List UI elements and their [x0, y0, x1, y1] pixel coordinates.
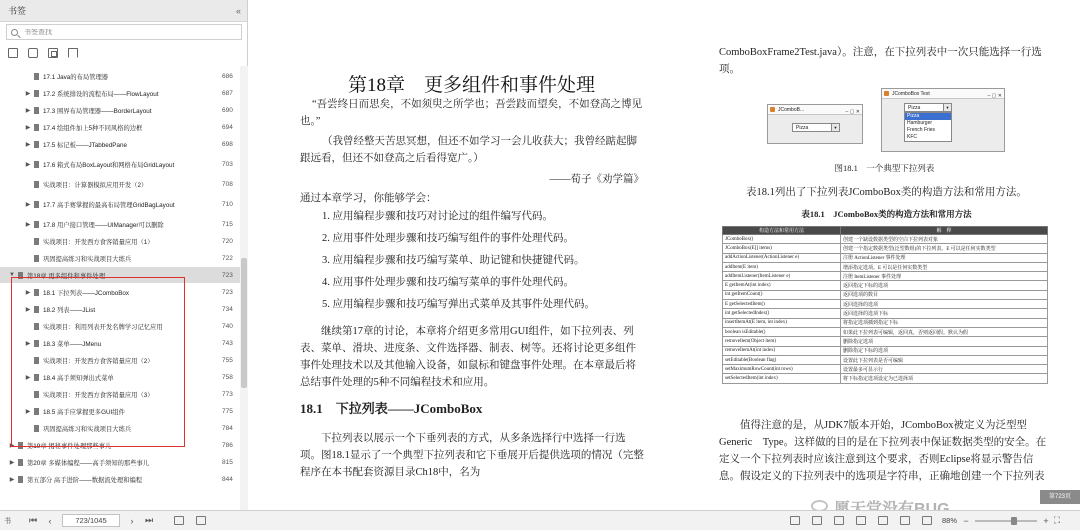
table-row [723, 244, 1048, 253]
toc-item-page: 775 [222, 407, 233, 415]
method-cell: insertItemAt(E item, int index) [723, 318, 841, 327]
sidebar-title: 书签 [8, 6, 27, 16]
toc-item-label: 18.3 菜单——JMenu [43, 340, 102, 348]
bookmark-icon [34, 90, 39, 97]
combobox-dropdown-list [904, 112, 952, 142]
toc-item-label: 巩固提高练习和实战项目大练兵 [43, 255, 132, 263]
goal-item: 4. 应用事件处理步骤和技巧编写菜单的事件处理代码。 [322, 277, 574, 288]
fit-page-icon[interactable] [922, 516, 932, 525]
chevron-right-icon[interactable]: ▶ [25, 306, 31, 313]
method-cell: addItemListener(ItemListener e) [723, 272, 841, 281]
bookmark-icon [34, 425, 39, 432]
method-cell: JComboBox(E[] items) [723, 244, 841, 253]
table-row [723, 327, 1048, 336]
toc-item-label: 巩固提高练习和实战项目大练兵 [43, 425, 132, 433]
method-cell: JComboBox() [723, 235, 841, 244]
chevron-right-icon[interactable]: ▶ [25, 107, 31, 114]
goal-item: 5. 应用编程步骤和技巧编写弹出式菜单及其事件处理代码。 [322, 299, 595, 310]
toc-item-page: 734 [222, 305, 233, 313]
table-header: 解 释 [841, 227, 1048, 235]
toc-item-label: 实战项目：开发西方食客销量应用（3） [43, 391, 154, 399]
figure-caption: 图18.1 一个典型下拉列表 [834, 163, 935, 173]
zoom-slider[interactable] [975, 520, 1037, 522]
toc-item-page: 720 [222, 237, 233, 245]
add-page-icon[interactable] [174, 516, 184, 525]
bookmark-icon [34, 181, 39, 188]
status-left-label: 书 [4, 517, 11, 525]
window-title: JComboB... [778, 107, 805, 113]
quote-text: “吾尝终日而思矣，不如须臾之所学也；吾尝跂而望矣，不如登高之博见也。” [300, 99, 643, 127]
method-cell: addItem(E item) [723, 262, 841, 271]
note-paragraph: 值得注意的是，从JDK7版本开始，JComboBox被定义为泛型型Generic Type。这样做的目的是在下拉列表中保证数据类型的安全。在定义一个下拉列表时应该注意到这个要求，否则Eclipse将显示警告信息。假设定义的下拉列表中的选项是字符串，正确地创建一个下拉列表 [719, 420, 1047, 482]
toc-item-label: 实战项目：开发西方食客销量应用（2） [43, 357, 154, 365]
goals-list [322, 208, 595, 318]
bookmark-icon [34, 357, 39, 364]
chevron-right-icon[interactable]: ▶ [25, 161, 31, 168]
description-cell: 返回选项的数目 [841, 290, 1048, 299]
right-page [689, 0, 1080, 510]
table-row [723, 318, 1048, 327]
description-cell: 注册 ActionListener 事件处理 [841, 253, 1048, 262]
bookmark-search[interactable] [6, 24, 242, 40]
toc-item-label: 18.5 高手应掌握更多GUI组件 [43, 408, 125, 416]
table-row [723, 337, 1048, 346]
toc-item-label: 第五部分 高手进阶——数据流处理和编程 [27, 476, 143, 484]
toc-item-label: 17.7 高手赛掌握的最高布局管理GridBagLayout [43, 201, 175, 209]
toc-item-label: 18.1 下拉列表——JComboBox [43, 289, 130, 297]
chevron-right-icon[interactable]: ▶ [9, 476, 15, 483]
next-page-icon[interactable]: › [130, 515, 134, 526]
chevron-right-icon[interactable]: ▶ [25, 340, 31, 347]
method-cell: E getSelectedItem() [723, 300, 841, 309]
window-title: JComboBox Test [892, 91, 930, 97]
description-cell: 注册 ItemListener 事件处理 [841, 272, 1048, 281]
description-cell: 设置最多可显示行 [841, 365, 1048, 374]
toc-item-page: 758 [222, 373, 233, 381]
chevron-down-icon: ▼ [943, 104, 951, 111]
bookmark-icon [34, 238, 39, 245]
toc-item-label: 17.8 用户接口管理——UIManager可以删除 [43, 221, 164, 229]
toc-item[interactable] [0, 193, 240, 215]
chevron-right-icon[interactable]: ▶ [9, 442, 15, 449]
bookmark-icon [34, 340, 39, 347]
bookmark-tree [0, 66, 240, 510]
goal-item: 3. 应用编程步骤和技巧编写菜单、助记键和快捷键代码。 [322, 255, 585, 266]
toc-item[interactable] [0, 369, 240, 385]
bookmark-sidebar [0, 0, 248, 510]
zoom-in-icon[interactable]: + [1043, 515, 1049, 526]
chevron-right-icon[interactable]: ▶ [25, 201, 31, 208]
add-bookmark-icon[interactable] [48, 48, 58, 58]
chapter-intro-paragraph: 继续第17章的讨论，本章将介绍更多常用GUI组件，如下拉列表、列表、菜单、滑块、进度条、文件选择器、制表、树等。还将讨论更多组件事件处理技术以及其他输入设备，如鼠标和键盘事件处理。在本章最后将总结事件处理的5种不同编程技术和应用。 [300, 326, 636, 388]
toc-item-label: 17.4 绘组件加上5种不同风格的边框 [43, 124, 143, 132]
play-icon[interactable] [878, 516, 888, 525]
bookmark-icon [34, 124, 39, 131]
bookmark-icon [34, 289, 39, 296]
toc-item-label: 18.4 高手须知弹出式菜单 [43, 374, 114, 382]
combobox-window-collapsed [767, 104, 863, 144]
toc-item-label: 实战项目：开发西方食客销量应用（1） [43, 238, 154, 246]
toc-item[interactable] [0, 176, 240, 192]
toc-item-page: 694 [222, 123, 233, 131]
toc-item-page: 743 [222, 339, 233, 347]
dropdown-option: Pizza [905, 113, 951, 120]
method-cell: setEditable(Boolean flag) [723, 355, 841, 364]
chevron-down-icon: ▼ [831, 124, 839, 131]
table-row [723, 253, 1048, 262]
toc-item-page: 710 [222, 200, 233, 208]
toc-item[interactable] [0, 420, 240, 436]
toc-item[interactable] [0, 454, 240, 470]
description-cell: 将指定选项插到指定下标 [841, 318, 1048, 327]
toc-item[interactable] [0, 85, 240, 101]
toc-item-page: 690 [222, 106, 233, 114]
toc-item-page: 686 [222, 72, 233, 80]
toc-item[interactable] [0, 437, 240, 453]
section-title: 18.1 下拉列表——JComboBox [300, 401, 483, 416]
expand-all-icon[interactable] [8, 48, 18, 58]
toc-item[interactable] [0, 284, 240, 300]
export-icon[interactable] [196, 516, 206, 525]
toc-item-page: 708 [222, 180, 233, 188]
toc-item-page: 740 [222, 322, 233, 330]
left-page [249, 0, 689, 510]
toc-item[interactable] [0, 250, 240, 266]
method-cell: removeItemAt(int index) [723, 346, 841, 355]
table-row [723, 365, 1048, 374]
bookmark-icon [34, 107, 39, 114]
bookmark-icon[interactable] [68, 48, 78, 58]
fullscreen-icon[interactable]: ⛶ [1053, 515, 1061, 525]
chevron-right-icon[interactable]: ▶ [25, 90, 31, 97]
description-cell: 删除指定选项 [841, 337, 1048, 346]
collapse-sidebar-icon[interactable]: « [235, 5, 241, 16]
bookmark-icon [34, 221, 39, 228]
toc-item-page: 703 [222, 160, 233, 168]
chevron-right-icon[interactable]: ▶ [25, 374, 31, 381]
description-cell: 增添指定选项。E 可以是任何实数类型 [841, 262, 1048, 271]
bookmark-icon [34, 255, 39, 262]
collapse-all-icon[interactable] [28, 48, 38, 58]
toc-item[interactable] [0, 335, 240, 351]
figure-combobox [767, 88, 1002, 158]
toc-item-label: 17.2 系统排设的流程布局——FlowLayout [43, 90, 159, 98]
method-cell: removeItem(Object item) [723, 337, 841, 346]
method-cell: int getItemCount() [723, 290, 841, 299]
description-cell: 返回选择的选项下标 [841, 309, 1048, 318]
combobox-collapsed [792, 123, 840, 132]
toc-item[interactable] [0, 301, 240, 317]
table-row [723, 290, 1048, 299]
window-buttons: – ▢ ✕ [987, 93, 1002, 99]
combobox-value: Pizza [796, 125, 809, 131]
toc-item[interactable] [0, 403, 240, 419]
bookmark-icon [34, 323, 39, 330]
method-cell: setSelectedItem(int index) [723, 374, 841, 383]
toc-item-label: 17.5 标记板——JTabbedPane [43, 141, 128, 149]
description-cell: 返回指定下标的选项 [841, 281, 1048, 290]
description-cell: 设置此下拉列表是否可编辑 [841, 355, 1048, 364]
last-page-icon[interactable]: ⏭ [144, 515, 154, 525]
bookmark-icon [34, 408, 39, 415]
bookmark-icon [34, 374, 39, 381]
table-title: 表18.1 JComboBox类的构造方法和常用方法 [801, 209, 972, 219]
sidebar-scroll-thumb[interactable] [241, 258, 247, 388]
toc-item[interactable] [0, 153, 240, 175]
status-bar [0, 510, 1080, 530]
table-row [723, 235, 1048, 244]
search-icon [11, 29, 18, 36]
method-cell: addActionListener(ActionListener e) [723, 253, 841, 262]
toc-item-page: 715 [222, 220, 233, 228]
methods-table [722, 226, 1048, 384]
page-number-input[interactable]: 723/1045 [62, 514, 120, 527]
toc-item[interactable] [0, 318, 240, 334]
combobox-expanded [904, 103, 952, 112]
dropdown-option: KFC [907, 134, 917, 140]
table-intro: 表18.1列出了下拉列表JComboBox类的构造方法和常用方法。 [746, 187, 1027, 198]
bookmark-icon [18, 459, 23, 466]
method-cell: int getSelectedIndex() [723, 309, 841, 318]
prev-page-icon[interactable]: ‹ [48, 515, 52, 526]
bookmark-search-input[interactable] [24, 29, 224, 36]
toc-item-page: 723 [222, 271, 233, 279]
document-view [249, 0, 1080, 510]
toc-item-label: 17.6 箱式布局BoxLayout和网格布局GridLayout [43, 161, 175, 169]
zoom-out-icon[interactable]: − [963, 515, 969, 526]
eye-icon[interactable] [790, 516, 800, 525]
goals-intro: 通过本章学习，你能够学会： [300, 193, 437, 204]
toc-item-label: 第18章 更多组件和事件处理 [27, 272, 106, 280]
chevron-right-icon[interactable]: ▶ [25, 408, 31, 415]
combobox-value: Pizza [908, 105, 921, 111]
toc-item[interactable] [0, 216, 240, 232]
toc-item-label: 17.1 Java的布局管理器 [43, 73, 109, 81]
toc-item[interactable] [0, 352, 240, 368]
page-badge: 第723页 [1040, 490, 1080, 504]
description-cell: 删除指定下标的选项 [841, 346, 1048, 355]
toc-item[interactable] [0, 267, 240, 283]
bookmark-icon [18, 476, 23, 483]
toc-item[interactable] [0, 102, 240, 118]
chevron-right-icon[interactable]: ▶ [25, 141, 31, 148]
goal-item: 2. 应用事件处理步骤和技巧编写组件的事件处理代码。 [322, 233, 574, 244]
toc-item[interactable] [0, 119, 240, 135]
bookmark-toolbar [8, 46, 78, 60]
toc-item-page: 784 [222, 424, 233, 432]
description-cell: 创建一个缺设数据类型的空白下拉列表对象 [841, 235, 1048, 244]
fit-width-icon[interactable] [900, 516, 910, 525]
table-row [723, 262, 1048, 271]
description-cell: 如果此下拉列表可编辑，返回真，否则返回假。默认为假 [841, 327, 1048, 336]
toc-item-page: 698 [222, 140, 233, 148]
table-header: 构造方法和常用方法 [723, 227, 841, 235]
dropdown-option: Hamburger [907, 120, 933, 126]
toc-item[interactable] [0, 471, 240, 487]
toc-item-label: 第19章 揭秘事件处理那些事儿 [27, 442, 112, 450]
toc-item-label: 实战项目：计算器模拟应用开发（2） [43, 181, 148, 189]
toc-item[interactable] [0, 386, 240, 402]
table-row [723, 272, 1048, 281]
toc-item-label: 18.2 列表——JList [43, 306, 96, 314]
chevron-right-icon[interactable]: ▶ [9, 459, 15, 466]
table-row [723, 300, 1048, 309]
toc-item[interactable] [0, 136, 240, 152]
window-buttons: – ▢ ✕ [845, 109, 860, 115]
toc-item-page: 755 [222, 356, 233, 364]
toc-item-page: 773 [222, 390, 233, 398]
bookmark-icon [34, 141, 39, 148]
toc-item-page: 687 [222, 89, 233, 97]
first-page-icon[interactable]: ⏮ [28, 515, 38, 525]
method-cell: E getItemAt(int index) [723, 281, 841, 290]
table-row [723, 281, 1048, 290]
toc-item-page: 723 [222, 288, 233, 296]
quote-source: ——荀子《劝学篇》 [549, 174, 644, 185]
chevron-down-icon[interactable]: ▼ [9, 272, 15, 278]
book-view-icon[interactable] [856, 516, 866, 525]
toc-item[interactable] [0, 68, 240, 84]
section-paragraph: 下拉列表以展示一个下垂列表的方式，从多条选择行中选择一行选项。图18.1显示了一个典型下拉列表和它下垂展开后提供选项的情况（完整程序在本书配套资源目录Ch18中，名为 [300, 433, 644, 478]
bookmark-icon [34, 161, 39, 168]
chevron-right-icon[interactable]: ▶ [25, 289, 31, 296]
sidebar-header [0, 0, 247, 22]
toc-item-label: 17.3 围界布局管理器——BorderLayout [43, 107, 152, 115]
description-cell: 返回选择的选项 [841, 300, 1048, 309]
toc-item-page: 815 [222, 458, 233, 466]
bookmark-icon [34, 391, 39, 398]
method-cell: setMaximumRowCount(int rows) [723, 365, 841, 374]
goal-item: 1. 应用编程步骤和技巧对讨论过的组件编写代码。 [322, 211, 553, 222]
toc-item-page: 786 [222, 441, 233, 449]
toc-item-page: 722 [222, 254, 233, 262]
table-row [723, 309, 1048, 318]
dropdown-option: French Fries [907, 127, 936, 133]
chevron-right-icon[interactable]: ▶ [25, 221, 31, 228]
double-page-icon[interactable] [834, 516, 844, 525]
chevron-right-icon[interactable]: ▶ [25, 124, 31, 131]
table-row [723, 355, 1048, 364]
table-row [723, 346, 1048, 355]
toc-item[interactable] [0, 233, 240, 249]
description-cell: 将下标指定选项设定为已选择项 [841, 374, 1048, 383]
bookmark-icon [34, 306, 39, 313]
single-page-icon[interactable] [812, 516, 822, 525]
zoom-level[interactable]: 88% [942, 516, 958, 525]
zoom-slider-knob[interactable] [1011, 517, 1017, 525]
sidebar-scrollbar[interactable] [240, 66, 248, 510]
continued-text: ComboBoxFrame2Test.java）。注意，在下拉列表中一次只能选择一行选项。 [719, 47, 1042, 75]
bookmark-icon [34, 201, 39, 208]
method-cell: boolean isEditable() [723, 327, 841, 336]
chapter-title: 第18章 更多组件和事件处理 [348, 75, 596, 96]
toc-item-label: 实战项目：利用列表开发名牌学习记忆应用 [43, 323, 163, 331]
bookmark-icon [18, 272, 23, 279]
table-row [723, 374, 1048, 383]
bookmark-icon [18, 442, 23, 449]
description-cell: 创建一个指定数据类型(泛型数组)的下拉列表。E 可以是任何实数类型 [841, 244, 1048, 253]
toc-item-label: 第20章 多媒体编程——高手须知的那些事儿 [27, 459, 150, 467]
combobox-window-expanded [881, 88, 1005, 152]
toc-item-page: 844 [222, 475, 233, 483]
quote-translation: （我曾经整天苦思冥想，但还不如学习一会儿收获大；我曾经踮起脚跟远看，但还不如登高之后看得宽广。） [300, 136, 637, 164]
bookmark-icon [34, 73, 39, 80]
